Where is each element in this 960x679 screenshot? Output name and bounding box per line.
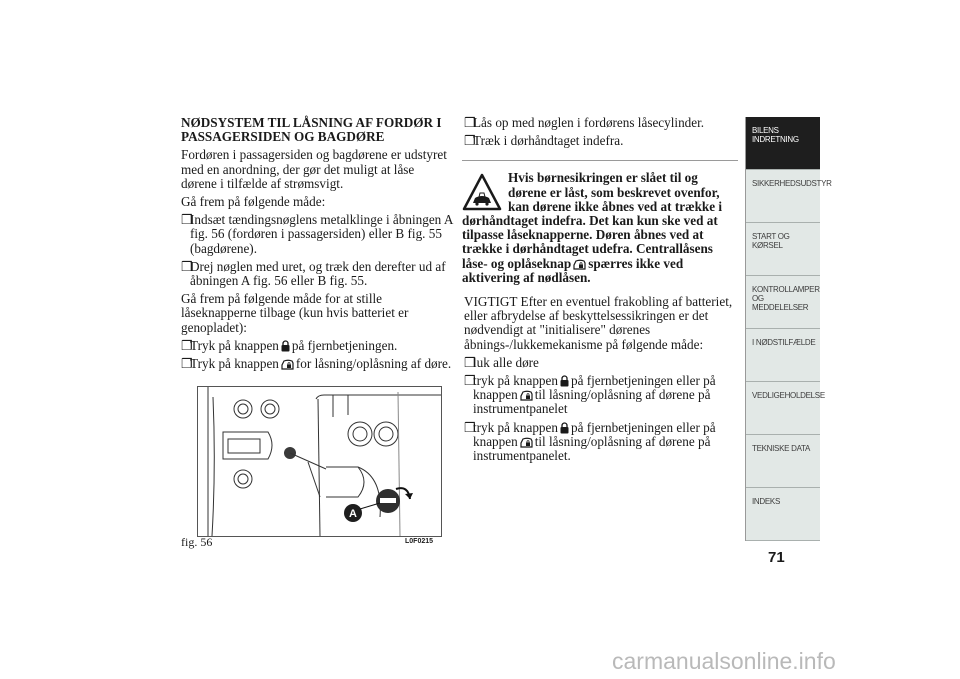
- list-item-text: tryk på knappen: [473, 373, 558, 389]
- page-number: 71: [768, 549, 785, 566]
- section-heading: NØDSYSTEM TIL LÅSNING AF FORDØR I PASSAGERSIDEN OG BAGDØRE: [181, 115, 442, 145]
- watermark: carmanualsonline.info: [612, 648, 836, 674]
- list-item-text: på fjernbetjeningen eller på knappen: [473, 419, 716, 449]
- paragraph-procedure: Gå frem på følgende måde:: [181, 194, 326, 210]
- list-item-text: til låsning/oplåsning af dørene på instrumentpanelet.: [473, 433, 711, 464]
- checkbox-bullet-icon: ❒: [464, 115, 476, 130]
- callout-a-label: A: [349, 508, 357, 520]
- checkbox-bullet-icon: ❒: [181, 337, 193, 353]
- paragraph-intro: Fordøren i passagersiden og bagdørene er udstyret med en anordning, der gør det muligt at låse dørene i tilfælde af strømsvigt.: [181, 147, 447, 191]
- warning-text: spærres ikke ved aktivering af nødlåsen.: [462, 255, 684, 285]
- padlock-icon: [560, 422, 569, 434]
- list-item: [464, 374, 738, 417]
- door-lock-figure: [197, 386, 442, 537]
- list-item-text: Tryk på knappen: [190, 356, 279, 372]
- list-item: [181, 260, 453, 288]
- list-item: [464, 116, 738, 130]
- warning-box: [462, 160, 738, 285]
- tab-vedligeholdelse[interactable]: VEDLIGEHOLDELSE: [746, 382, 820, 435]
- tab-bilens-indretning[interactable]: BILENS INDRETNING: [746, 117, 820, 170]
- tab-i-nodstilfaelde[interactable]: I NØDSTILFÆLDE: [746, 329, 820, 382]
- list-item-text: på fjernbetjeningen.: [291, 337, 398, 353]
- checkbox-bullet-icon: ❒: [464, 373, 476, 389]
- child-safety-warning-icon: [462, 173, 502, 211]
- list-item-text: til låsning/oplåsning af dørene på instrumentpanelet: [473, 387, 711, 417]
- list-item-text: luk alle døre: [473, 354, 539, 370]
- tab-tekniske-data[interactable]: TEKNISKE DATA: [746, 435, 820, 488]
- tab-indeks[interactable]: INDEKS: [746, 488, 820, 541]
- paragraph-reset: Gå frem på følgende måde for at stille låseknapperne tilbage (kun hvis batteriet er genopladet):: [181, 291, 409, 335]
- door-lock-illustration: [198, 387, 441, 536]
- figure-code: L0F0215: [405, 538, 434, 545]
- list-item: [181, 339, 453, 353]
- car-lock-icon: [573, 259, 586, 270]
- list-item-text: Lås op med nøglen i fordørens låsecylinder.: [473, 115, 705, 130]
- list-item-text: Drej nøglen med uret, og træk den derefter ud af åbningen A fig. 56 eller B fig. 55.: [190, 258, 446, 289]
- padlock-icon: [560, 375, 569, 387]
- list-item-text: Tryk på knappen: [190, 337, 279, 353]
- checkbox-bullet-icon: ❒: [181, 258, 193, 274]
- checkbox-bullet-icon: ❒: [181, 356, 193, 372]
- checkbox-bullet-icon: ❒: [464, 419, 476, 435]
- tab-sikkerhedsudstyr[interactable]: SIKKERHEDSUDSTYR: [746, 170, 820, 223]
- car-lock-icon: [520, 390, 533, 401]
- checkbox-bullet-icon: ❒: [181, 212, 193, 228]
- list-item-text: for låsning/oplåsning af døre.: [295, 356, 452, 372]
- left-column: [181, 116, 453, 375]
- list-item: [464, 134, 738, 148]
- list-item: [464, 356, 738, 370]
- tab-start-og-korsel[interactable]: START OG KØRSEL: [746, 223, 820, 276]
- list-item: [181, 213, 453, 256]
- list-item: [464, 421, 738, 464]
- chapter-tabs: [745, 117, 832, 541]
- list-item: [181, 357, 453, 371]
- checkbox-bullet-icon: ❒: [464, 133, 476, 149]
- car-lock-icon: [520, 437, 533, 448]
- figure-caption: fig. 56: [181, 535, 213, 549]
- list-item-text: Indsæt tændingsnøglens metalklinge i åbningen A fig. 56 (fordøren i passagersiden) eller B fig. 55 (bagdørene).: [190, 212, 453, 256]
- padlock-icon: [281, 340, 290, 352]
- car-lock-icon: [281, 359, 294, 370]
- list-item-text: Træk i dørhåndtaget indefra.: [473, 133, 624, 149]
- right-column: [464, 116, 738, 467]
- paragraph-important: VIGTIGT Efter en eventuel frakobling af batteriet, eller afbrydelse af beskyttelsessikringen er det nødvendigt at "initialisere" dørenes åbnings-/lukkemekanisme på følgende måde:: [464, 294, 733, 352]
- warning-text: Hvis børnesikringen er slået til og dørene er låst, som beskrevet ovenfor, kan dørene ikke åbnes ved at trække i dørhåndtaget indefra. Det kan kun ske ved at tilpasse låseknapperne. Døren åbnes ved at trække i dørhåndtaget udefra. Centrallåsens låse- og oplåseknap: [462, 170, 723, 271]
- checkbox-bullet-icon: ❒: [464, 354, 476, 370]
- list-item-text: på fjernbetjeningen eller på knappen: [473, 373, 716, 403]
- list-item-text: tryk på knappen: [473, 419, 558, 435]
- tab-kontrollamper[interactable]: KONTROLLAMPER OG MEDDELELSER: [746, 276, 820, 329]
